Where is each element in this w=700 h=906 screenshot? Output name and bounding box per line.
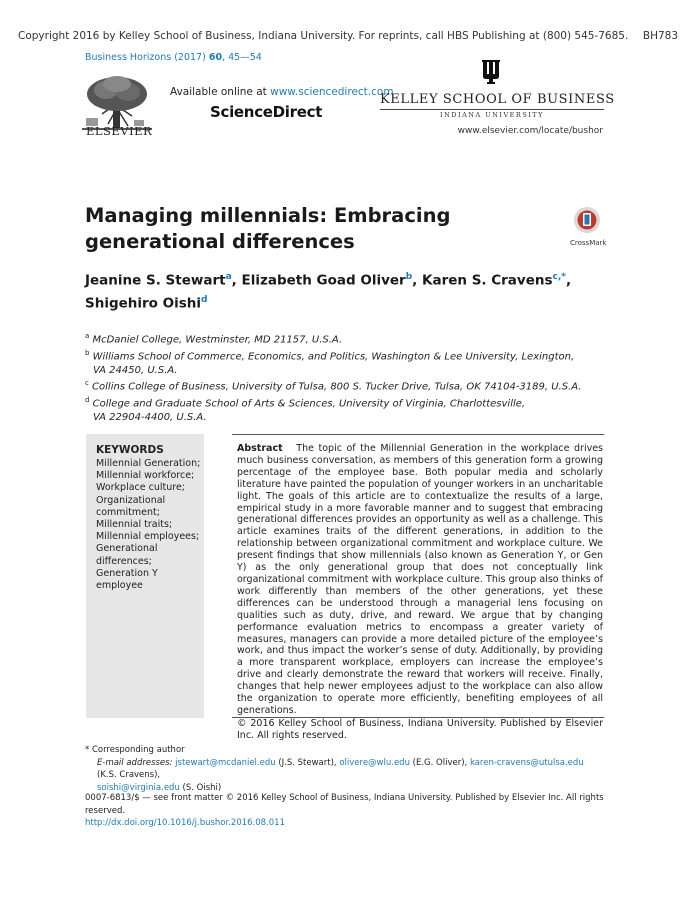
article-code: BH783 (642, 30, 678, 42)
crossmark-badge[interactable] (570, 206, 607, 248)
keyword-item: Organizational (96, 494, 166, 506)
author-name: Shigehiro Oishi (85, 295, 202, 311)
sciencedirect-logo: ScienceDirect (210, 103, 323, 121)
journal-volume: 60 (208, 52, 223, 63)
affiliation-item (85, 394, 605, 424)
available-online-prefix: Available online at (170, 86, 271, 98)
copyright-line: Copyright 2016 by Kelley School of Business, Indiana University. For reprints, call HBS Publishing at (800) 545-7685. (18, 30, 629, 42)
affiliations (85, 330, 605, 424)
affiliation-text: Williams School of Commerce, Economics, and Politics, Washington & Lee University, Lexington, (92, 351, 575, 363)
abstract-bottom-rule (232, 717, 604, 718)
affiliation-item (85, 347, 605, 377)
corresponding-author-note: * Corresponding author (85, 745, 185, 755)
author-name: Jeanine S. Stewart (85, 272, 226, 289)
affiliation-text-continued: VA 22904-4400, U.S.A. (93, 411, 207, 423)
abstract-text: The topic of the Millennial Generation in the workplace drives much business conversation, as members of this generation form a growing percentage of the employee base. Both popular media and scholarly literature have painted the population of younger workers in an uncharitable light. The goals of this article are to contextualize the results of a large, empirical study in a more favorable manner and to suggest that embracing generational differences provides an opportunity as well as a challenge. This article examines traits of the different generations, in addition to the relationship between organizational commitment and workplace culture. We present findings that show millennials (also known as Generation Y, or Gen Y) as the only generational group that does not conceptually link organizational commitment with workplace culture. This group also thinks of work differently than members of the other generations, yet these differences can be understood through a managerial lens focusing on qualities such as duty, drive, and reward. We argue that by changing performance evaluation metrics to encompass a greater variety of measures, managers can provide a more detailed picture of the employee’s work, and thus impact the worker’s sense of duty. Additionally, by providing a more transparent workplace, employers can increase the employee’s drive and clearly demonstrate the reward that workers will receive. Finally, changes that help newer employees adjust to the workplace can also allow the organization to operate more efficiently, benefiting employees of all generations. (237, 443, 604, 716)
author-name: Karen S. Cravens (422, 272, 553, 289)
indiana-university-trident-icon (480, 58, 502, 86)
journal-web-address[interactable]: www.elsevier.com/locate/bushor (457, 126, 603, 136)
affiliation-marker: d (85, 395, 90, 404)
affiliation-marker: c (85, 379, 89, 388)
journal-name: Business Horizons (2017) (85, 52, 206, 63)
abstract-top-rule (232, 434, 604, 435)
keywords-box (86, 434, 204, 718)
keyword-item: Generational (96, 543, 158, 555)
author-list: Jeanine S. Stewart$^a$, Elizabeth Goad Oliver$^b$, Karen S. Cravens$^{c,*}$, Shigehiro Oishi$^d$ (85, 272, 572, 311)
author-affiliation-marker[interactable]: d (201, 294, 208, 305)
kelley-school-name: KELLEY SCHOOL OF BUSINESS (380, 92, 615, 107)
email-link[interactable]: olivere@wlu.edu (339, 757, 410, 768)
keyword-item: Millennial workforce; (96, 470, 195, 482)
email-addresses (85, 757, 605, 795)
keywords-heading: KEYWORDS (96, 444, 164, 456)
crossmark-label: CrossMark (570, 239, 607, 247)
keyword-item: Generation Y employee (96, 567, 158, 592)
crossmark-icon (573, 206, 601, 234)
email-link[interactable]: soishi@virginia.edu (97, 782, 180, 793)
affiliation-item (85, 377, 605, 394)
journal-pages: , 45—54 (222, 52, 262, 63)
abstract-copyright: © 2016 Kelley School of Business, Indiana University. Published by Elsevier Inc. All rights reserved. (237, 717, 603, 741)
email-owner: (K.S. Cravens), (97, 770, 161, 780)
affiliation-text-continued: VA 24450, U.S.A. (93, 364, 178, 376)
email-link[interactable]: jstewart@mcdaniel.edu (175, 757, 276, 768)
abstract (237, 443, 603, 742)
indiana-university-name: INDIANA UNIVERSITY (440, 111, 544, 119)
affiliation-marker: a (85, 332, 90, 340)
doi-link[interactable]: http://dx.doi.org/10.1016/j.bushor.2016.08.011 (85, 818, 285, 828)
journal-reference[interactable] (85, 52, 262, 63)
front-matter-line: 0007-6813/$ — see front matter © 2016 Kelley School of Business, Indiana University. Published by Elsevier Inc. All rights reserved. (85, 793, 604, 816)
keyword-item: Workplace culture; (96, 482, 186, 494)
article-title: Managing millennials: Embracing generational differences (85, 204, 451, 253)
elsevier-wordmark: ELSEVIER (86, 124, 153, 138)
author-name: Elizabeth Goad Oliver (241, 272, 406, 289)
affiliation-item (85, 330, 605, 347)
email-label: E-mail addresses: (97, 757, 173, 768)
email-owner: (J.S. Stewart), (275, 757, 340, 768)
author-affiliation-marker[interactable]: c,* (552, 272, 566, 282)
keyword-item: Millennial Generation; (96, 458, 201, 469)
affiliation-text: McDaniel College, Westminster, MD 21157, U.S.A. (92, 334, 343, 346)
footnotes (85, 744, 605, 794)
available-online (170, 86, 394, 98)
sciencedirect-link[interactable]: www.sciencedirect.com (270, 86, 394, 98)
author-affiliation-marker[interactable]: b (405, 272, 413, 282)
affiliation-marker: b (85, 348, 90, 357)
front-matter (85, 792, 605, 830)
keyword-item: Millennial traits; (96, 519, 173, 531)
abstract-label: Abstract (237, 443, 283, 454)
email-owner: (S. Oishi) (179, 782, 222, 793)
email-link[interactable]: karen-cravens@utulsa.edu (469, 757, 584, 768)
keyword-item: Millennial employees; (96, 531, 200, 543)
affiliation-text: College and Graduate School of Arts & Sciences, University of Virginia, Charlottesville, (92, 398, 526, 410)
keyword-item: differences; (96, 555, 152, 567)
affiliation-text: Collins College of Business, University of Tulsa, 800 S. Tucker Drive, Tulsa, OK 74104-3189, U.S.A. (92, 381, 582, 393)
keyword-item: commitment; (96, 506, 160, 518)
author-affiliation-marker[interactable]: a (225, 272, 232, 282)
kelley-divider (380, 109, 604, 110)
email-owner: (E.G. Oliver), (409, 757, 470, 768)
